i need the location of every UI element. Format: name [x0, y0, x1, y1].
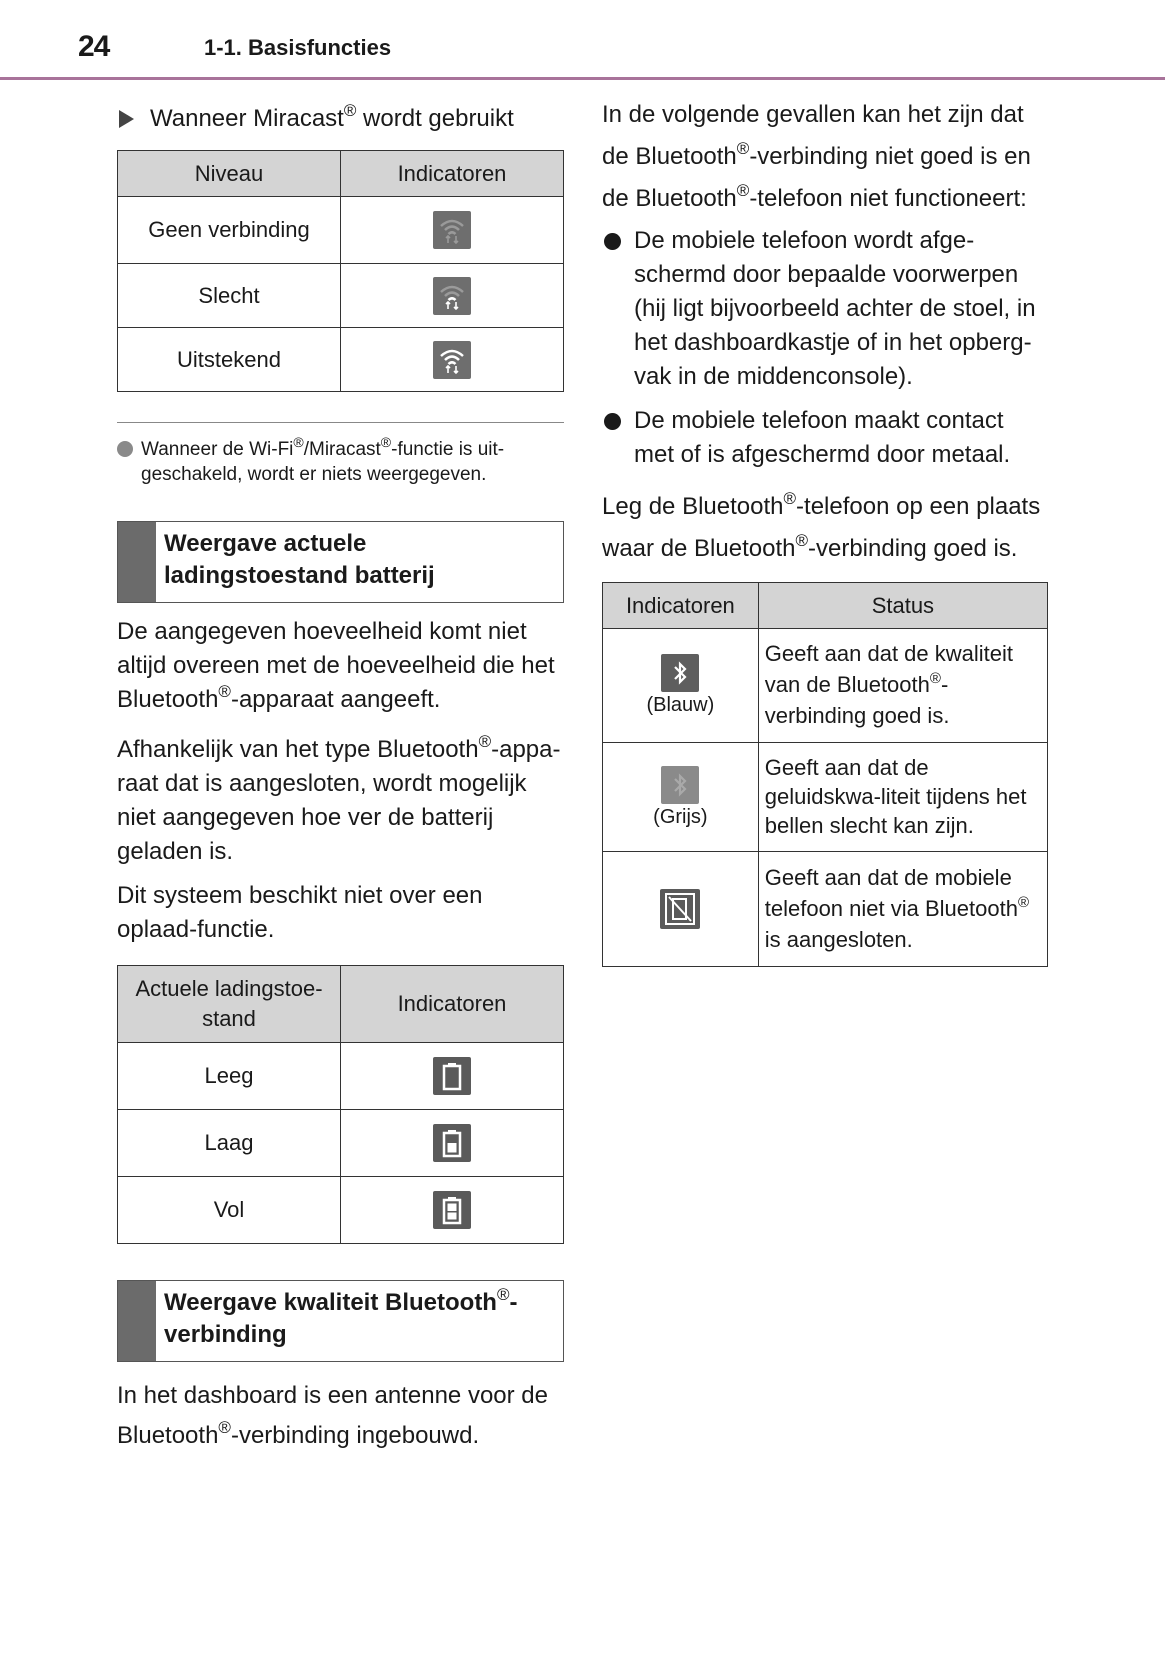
- battery-low-icon: [433, 1124, 471, 1162]
- table-row: [118, 328, 564, 392]
- status-text: Geeft aan dat de geluidskwa-liteit tijdens het bellen slecht kan zijn.: [758, 743, 1047, 852]
- section-marker: [118, 522, 156, 602]
- state-label: Vol: [118, 1177, 341, 1244]
- col-header-status: Status: [758, 583, 1047, 629]
- intro-paragraph: In de volgende gevallen kan het zijn dat de Bluetooth®-verbinding niet goed is en de Bluetooth®-telefoon niet functioneert:: [602, 101, 1031, 212]
- list-item: [602, 224, 1048, 394]
- battery-section-title: Weergave actuele ladingstoestand batterij: [164, 530, 435, 589]
- page-header: [0, 0, 1165, 80]
- col-header-state: Actuele ladingstoe-stand: [118, 966, 341, 1043]
- section-reference: 1-1. Basisfuncties: [204, 35, 392, 60]
- list-item-text: De mobiele telefoon wordt afge-schermd door bepaalde voorwerpen (hij ligt bijvoorbeeld achter de stoel, in het dashboardkastje of in het opberg-vak in de middenconsole).: [634, 227, 1036, 390]
- bluetooth-blue-icon: [661, 654, 699, 692]
- bluetooth-grey-icon: [661, 766, 699, 804]
- miracast-heading-text: Wanneer Miracast® wordt gebruikt: [150, 101, 514, 132]
- table-row: [118, 1110, 564, 1177]
- list-item: [602, 404, 1048, 472]
- col-header-indicators: Indicatoren: [341, 966, 564, 1043]
- table-row: [603, 852, 1048, 967]
- table-row: [118, 1043, 564, 1110]
- table-row: [603, 629, 1048, 743]
- level-label: Slecht: [118, 264, 341, 328]
- wifi-strong-icon: [433, 341, 471, 379]
- triangle-bullet-icon: [119, 110, 134, 128]
- page-number: 24: [78, 30, 110, 63]
- wifi-none-icon: [433, 211, 471, 249]
- status-text: Geeft aan dat de mobiele telefoon niet via Bluetooth® is aangesloten.: [758, 852, 1047, 967]
- bluetooth-status-table: [602, 582, 1048, 967]
- bluetooth-section-title: Weergave kwaliteit Bluetooth®-verbinding: [164, 1285, 518, 1348]
- table-row: [118, 1177, 564, 1244]
- wifi-weak-icon: [433, 277, 471, 315]
- note-divider: [117, 422, 564, 423]
- bullet-icon: [604, 413, 621, 430]
- table-row: [118, 197, 564, 264]
- list-item-text: De mobiele telefoon maakt contact met of is afgeschermd door metaal.: [634, 407, 1011, 468]
- col-header-indicators: Indicatoren: [603, 583, 759, 629]
- indicator-label: (Blauw): [646, 694, 715, 716]
- bluetooth-paragraph: In het dashboard is een antenne voor de Bluetooth®-verbinding ingebouwd.: [117, 1382, 548, 1449]
- indicator-label: (Grijs): [653, 805, 708, 828]
- header-divider: [0, 77, 1165, 80]
- phone-disconnected-icon: [660, 889, 700, 929]
- table-row: [603, 743, 1048, 852]
- level-label: Geen verbinding: [118, 197, 341, 264]
- left-column: [117, 96, 564, 1456]
- bluetooth-section-header: [117, 1280, 564, 1362]
- battery-paragraph-2: Afhankelijk van het type Bluetooth®-appa-raat dat is aangesloten, wordt mogelijk niet aangegeven hoe ver de batterij geladen is.: [117, 732, 561, 865]
- col-header-level: Niveau: [118, 151, 341, 197]
- battery-paragraph-1: De aangegeven hoeveelheid komt niet altijd overeen met de hoeveelheid die het Bluetooth®-apparaat aangeeft.: [117, 618, 555, 713]
- miracast-table: [117, 150, 564, 392]
- level-label: Uitstekend: [118, 328, 341, 392]
- col-header-indicators: Indicatoren: [341, 151, 564, 197]
- advice-paragraph: Leg de Bluetooth®-telefoon op een plaats waar de Bluetooth®-verbinding goed is.: [602, 489, 1041, 562]
- battery-table: [117, 965, 564, 1244]
- bullet-icon: [604, 233, 621, 250]
- battery-section-header: [117, 521, 564, 603]
- battery-paragraph-3: Dit systeem beschikt niet over een oplaad-functie.: [117, 882, 483, 943]
- battery-full-icon: [433, 1191, 471, 1229]
- section-marker: [118, 1281, 156, 1361]
- note-text: Wanneer de Wi-Fi®/Miracast®-functie is uit-geschakeld, wordt er niets weergegeven.: [141, 434, 505, 485]
- state-label: Leeg: [118, 1043, 341, 1110]
- status-text: Geeft aan dat de kwaliteit van de Bluetooth®-verbinding goed is.: [758, 629, 1047, 743]
- state-label: Laag: [118, 1110, 341, 1177]
- note-bullet-icon: [117, 441, 133, 457]
- miracast-heading: [117, 96, 564, 142]
- battery-empty-icon: [433, 1057, 471, 1095]
- right-column: [602, 94, 1048, 967]
- table-row: [118, 264, 564, 328]
- wifi-note: [117, 434, 564, 487]
